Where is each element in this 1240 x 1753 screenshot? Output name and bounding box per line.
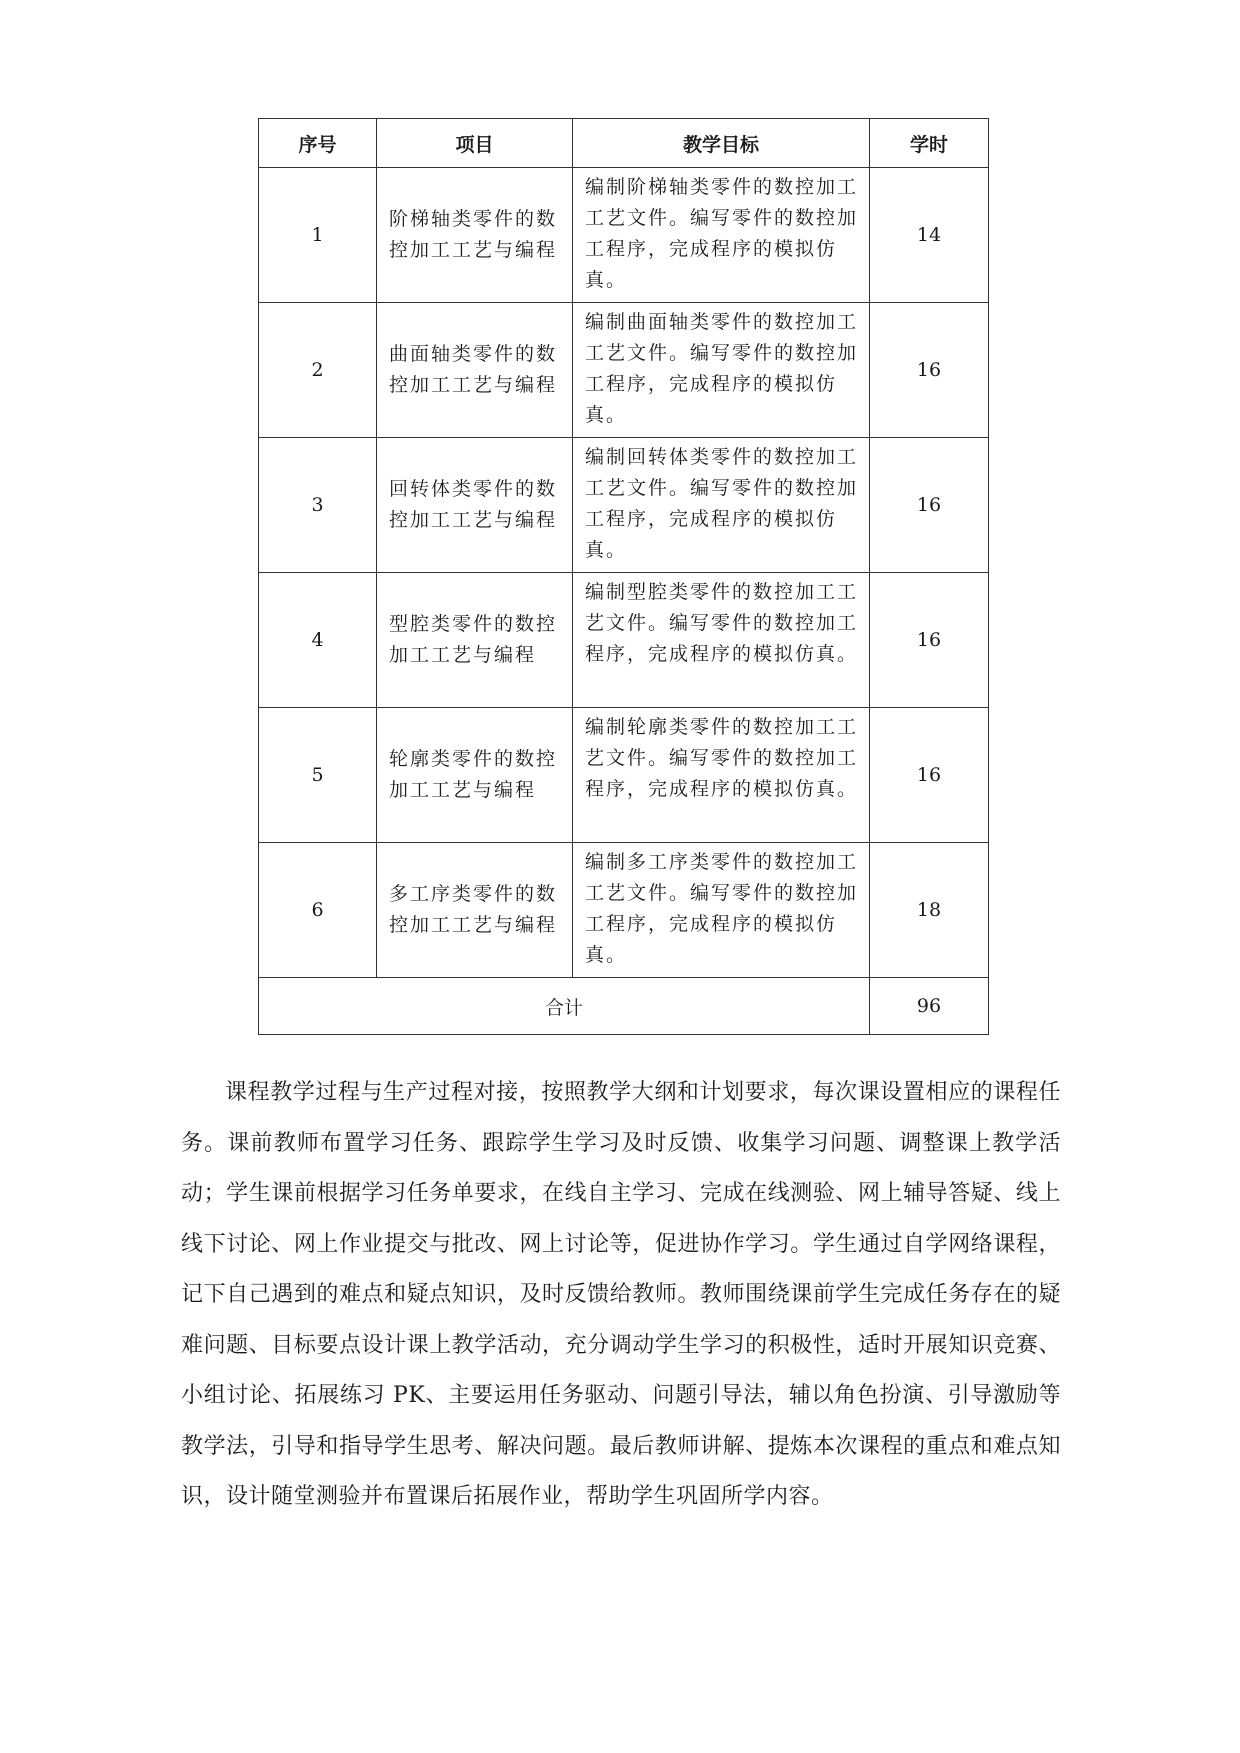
row-number: 4 <box>259 573 377 708</box>
row-project: 多工序类零件的数控加工工艺与编程 <box>377 843 573 978</box>
row-teaching-goal: 编制回转体类零件的数控加工工艺文件。编写零件的数控加工程序，完成程序的模拟仿真。 <box>573 438 870 573</box>
total-label: 合计 <box>259 978 870 1035</box>
row-number: 1 <box>259 168 377 303</box>
total-hours: 96 <box>870 978 989 1035</box>
row-project: 型腔类零件的数控加工工艺与编程 <box>377 573 573 708</box>
table-row <box>259 303 989 438</box>
row-teaching-goal: 编制多工序类零件的数控加工工艺文件。编写零件的数控加工程序，完成程序的模拟仿真。 <box>573 843 870 978</box>
body-paragraph: 课程教学过程与生产过程对接，按照教学大纲和计划要求，每次课设置相应的课程任务。课前教师布置学习任务、跟踪学生学习及时反馈、收集学习问题、调整课上教学活动；学生课前根据学习任务单要求，在线自主学习、完成在线测验、网上辅导答疑、线上线下讨论、网上作业提交与批改、网上讨论等，促进协作学习。学生通过自学网络课程，记下自己遇到的难点和疑点知识，及时反馈给教师。教师围绕课前学生完成任务存在的疑难问题、目标要点设计课上教学活动，充分调动学生学习的积极性，适时开展知识竞赛、小组讨论、拓展练习 PK、主要运用任务驱动、问题引导法，辅以角色扮演、引导激励等教学法，引导和指导学生思考、解决问题。最后教师讲解、提炼本次课程的重点和难点知识，设计随堂测验并布置课后拓展作业，帮助学生巩固所学内容。 <box>181 1080 1061 1509</box>
row-number: 6 <box>259 843 377 978</box>
row-teaching-goal: 编制阶梯轴类零件的数控加工工艺文件。编写零件的数控加工程序，完成程序的模拟仿真。 <box>573 168 870 303</box>
row-hours: 16 <box>870 708 989 843</box>
row-hours: 18 <box>870 843 989 978</box>
table-row <box>259 573 989 708</box>
row-number: 3 <box>259 438 377 573</box>
table-total-row <box>259 978 989 1035</box>
row-teaching-goal: 编制轮廓类零件的数控加工工艺文件。编写零件的数控加工程序，完成程序的模拟仿真。 <box>573 708 870 843</box>
row-hours: 16 <box>870 573 989 708</box>
table-row <box>259 708 989 843</box>
row-number: 2 <box>259 303 377 438</box>
table-row <box>259 168 989 303</box>
header-hours: 学时 <box>870 119 989 168</box>
row-project: 回转体类零件的数控加工工艺与编程 <box>377 438 573 573</box>
row-hours: 16 <box>870 438 989 573</box>
table-row <box>259 843 989 978</box>
row-teaching-goal: 编制曲面轴类零件的数控加工工艺文件。编写零件的数控加工程序，完成程序的模拟仿真。 <box>573 303 870 438</box>
header-teaching-goal: 教学目标 <box>573 119 870 168</box>
row-project: 轮廓类零件的数控加工工艺与编程 <box>377 708 573 843</box>
row-number: 5 <box>259 708 377 843</box>
row-project: 曲面轴类零件的数控加工工艺与编程 <box>377 303 573 438</box>
course-schedule-table <box>258 118 989 1035</box>
row-teaching-goal: 编制型腔类零件的数控加工工艺文件。编写零件的数控加工程序，完成程序的模拟仿真。 <box>573 573 870 708</box>
table-header-row <box>259 119 989 168</box>
row-hours: 14 <box>870 168 989 303</box>
header-project: 项目 <box>377 119 573 168</box>
row-hours: 16 <box>870 303 989 438</box>
row-project: 阶梯轴类零件的数控加工工艺与编程 <box>377 168 573 303</box>
header-number: 序号 <box>259 119 377 168</box>
table-row <box>259 438 989 573</box>
